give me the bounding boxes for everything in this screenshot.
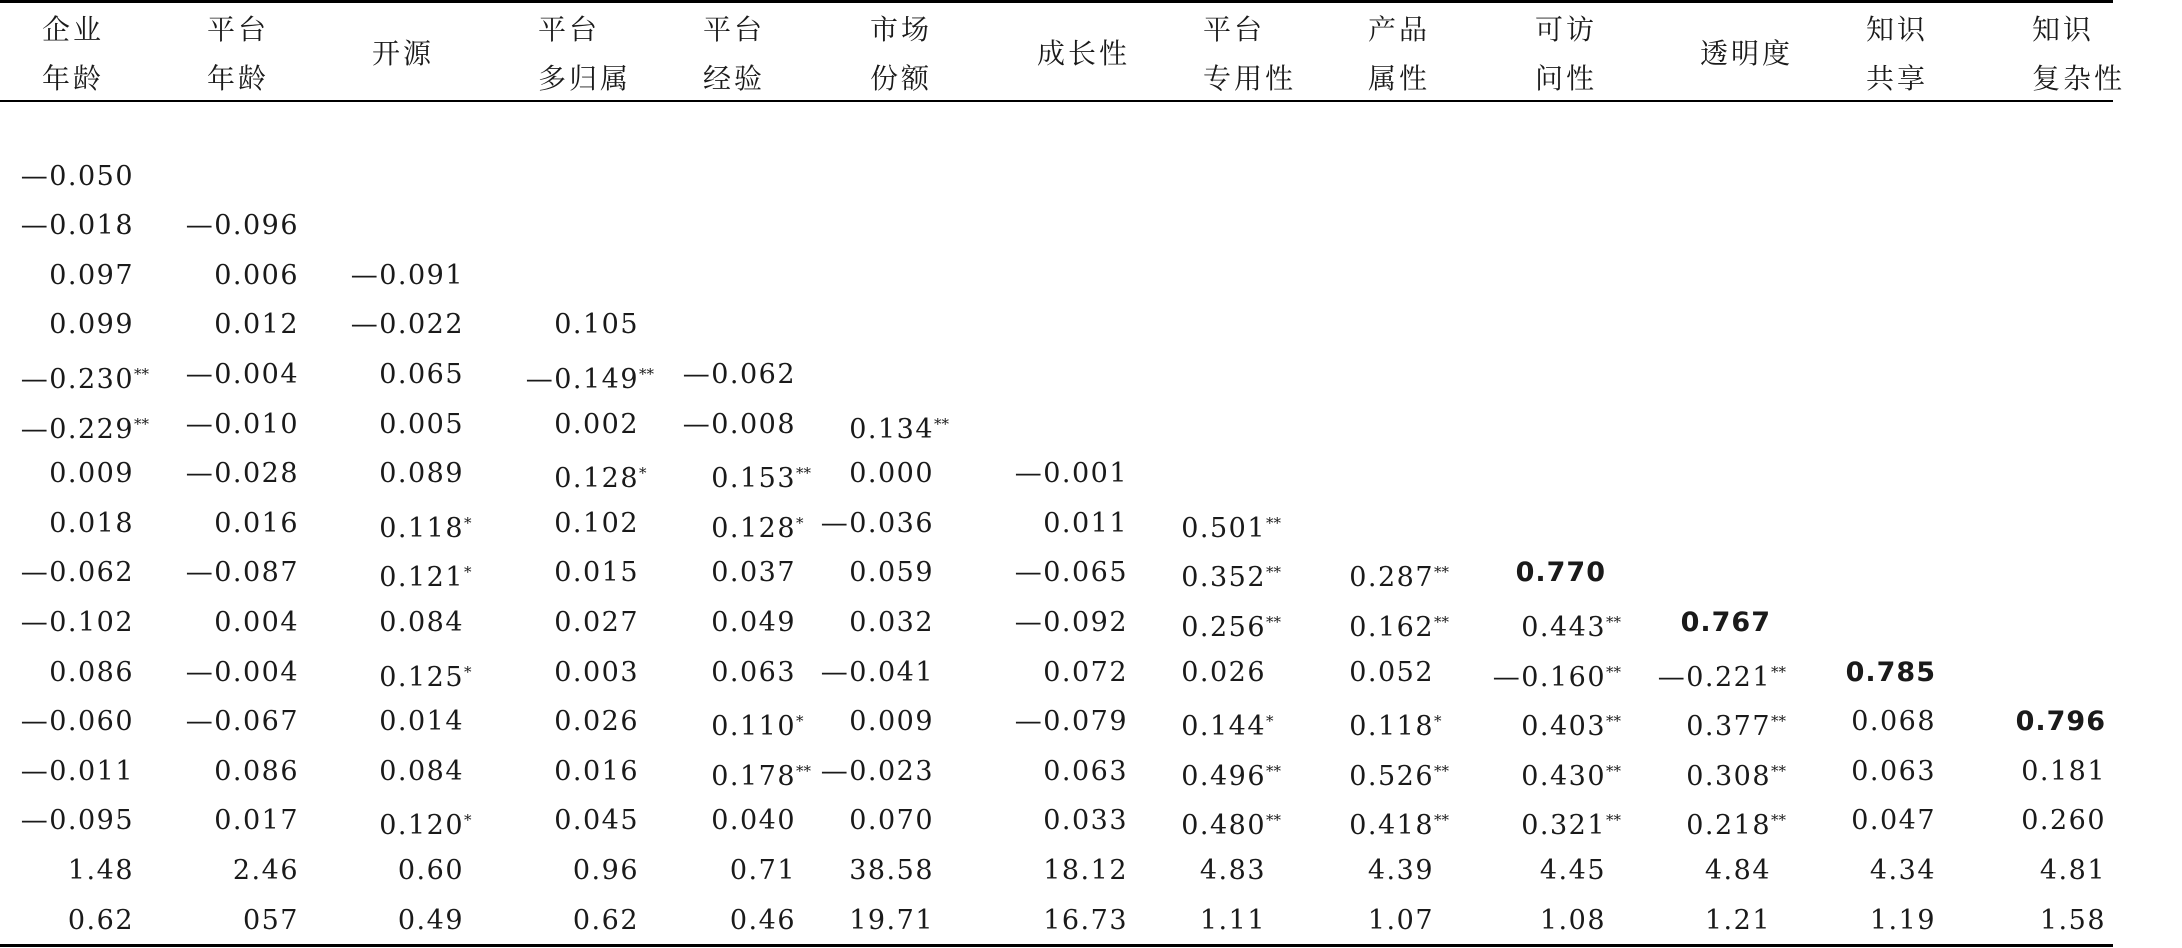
table-cell	[580, 350, 820, 400]
cell-value: 0.014	[379, 706, 464, 738]
column-header	[372, 0, 522, 100]
significance-marker: *	[464, 662, 472, 681]
cell-value: 1.48	[67, 855, 134, 886]
column-header	[1037, 0, 1187, 100]
table-cell	[83, 201, 323, 251]
significance-marker: **	[1266, 811, 1281, 830]
cell-value: —0.096	[185, 210, 299, 242]
column-header-line: 产品	[1368, 13, 1431, 46]
column-header-line: 平台	[538, 13, 601, 46]
cell-value: 1.11	[1199, 904, 1266, 936]
significance-marker: **	[1606, 811, 1621, 830]
cell-value: 0.526	[1349, 760, 1434, 792]
table-cell	[1390, 548, 1630, 598]
cell-value: 0.46	[729, 904, 796, 936]
cell-value: 0.002	[554, 408, 639, 440]
cell-value: 0.260	[2021, 805, 2106, 837]
cell-value: 0.118	[1349, 711, 1434, 743]
column-header-line: 知识	[2032, 13, 2095, 46]
cell-value: 0.256	[1181, 612, 1266, 643]
cell-value: 0.102	[554, 507, 639, 539]
cell-value: 0.009	[849, 706, 934, 738]
column-header	[1535, 0, 1685, 100]
cell-value: 0.418	[1349, 810, 1434, 842]
cell-value: 0.027	[554, 607, 639, 638]
cell-value: 2.46	[232, 855, 299, 886]
cell-value: —0.091	[350, 259, 464, 291]
column-header	[870, 0, 1020, 100]
significance-marker: **	[796, 761, 811, 780]
cell-value: 0.033	[1043, 805, 1128, 837]
cell-value: 0.052	[1349, 656, 1434, 688]
cell-value: 0.770	[1515, 557, 1606, 589]
cell-value: —0.011	[20, 755, 134, 787]
table-cell	[1720, 648, 1960, 698]
table-cell	[718, 400, 958, 450]
cell-value: —0.149	[525, 364, 639, 395]
significance-marker: **	[1266, 761, 1281, 780]
column-header-line: 平台	[207, 13, 270, 46]
cell-value: 0.086	[49, 656, 134, 688]
cell-value: —0.062	[20, 557, 134, 589]
cell-value: 0.480	[1181, 810, 1266, 842]
cell-value: 0.796	[2015, 706, 2106, 738]
cell-value: 0.063	[1851, 755, 1936, 787]
significance-marker: *	[1266, 712, 1274, 731]
cell-value: —0.018	[20, 210, 134, 242]
column-header	[207, 0, 357, 100]
cell-value: 0.089	[379, 458, 464, 490]
significance-marker: *	[464, 513, 472, 532]
table-row	[0, 251, 2113, 301]
column-header-line: 属性	[1368, 62, 1431, 95]
significance-marker: *	[639, 464, 647, 483]
cell-value: —0.041	[820, 656, 934, 688]
table-row	[0, 598, 2113, 648]
cell-value: 0.96	[572, 855, 639, 886]
cell-value: 0.015	[554, 557, 639, 589]
cell-value: 0.128	[711, 512, 796, 544]
cell-value: 0.047	[1851, 805, 1936, 837]
cell-value: 0.000	[849, 458, 934, 490]
cell-value: 0.496	[1181, 760, 1266, 792]
significance-marker: **	[1434, 811, 1449, 830]
cell-value: 0.026	[554, 706, 639, 738]
cell-value: 0.063	[711, 656, 796, 688]
cell-value: 0.71	[729, 855, 796, 886]
cell-value: —0.036	[820, 507, 934, 539]
cell-value: 0.097	[49, 259, 134, 291]
cell-value: 0.443	[1521, 612, 1606, 643]
cell-value: 0.086	[214, 755, 299, 787]
column-header	[1700, 0, 1850, 100]
significance-marker: **	[1434, 613, 1449, 631]
cell-value: —0.229	[20, 413, 134, 445]
table-body	[0, 102, 2113, 944]
cell-value: 0.059	[849, 557, 934, 589]
column-header-line: 份额	[870, 62, 933, 95]
cell-value: 0.767	[1680, 607, 1771, 638]
cell-value: 0.430	[1521, 760, 1606, 792]
table-cell	[0, 152, 158, 202]
cell-value: 0.121	[379, 562, 464, 594]
cell-value: —0.230	[20, 364, 134, 395]
cell-value: 1.58	[2039, 904, 2106, 936]
cell-value: 0.018	[49, 507, 134, 539]
cell-value: 0.105	[554, 309, 639, 341]
cell-value: —0.023	[820, 755, 934, 787]
table-row	[0, 400, 2113, 450]
significance-marker: **	[1266, 613, 1281, 631]
cell-value: 0.099	[49, 309, 134, 341]
column-header-line: 多归属	[538, 62, 632, 95]
cell-value: 0.005	[379, 408, 464, 440]
table-row	[0, 152, 2113, 202]
table-cell	[1890, 796, 2130, 846]
column-header	[703, 0, 853, 100]
cell-value: 0.153	[711, 463, 796, 495]
column-header-label: 开源	[372, 37, 435, 70]
cell-value: 4.39	[1367, 855, 1434, 886]
column-header-line: 经验	[703, 62, 766, 95]
cell-value: 0.072	[1043, 656, 1128, 688]
table-row	[0, 449, 2113, 499]
cell-value: 0.785	[1845, 656, 1936, 688]
column-header	[1866, 0, 2016, 100]
cell-value: 0.016	[554, 755, 639, 787]
cell-value: 0.084	[379, 607, 464, 638]
column-header-line: 平台	[1203, 13, 1266, 46]
cell-value: 0.178	[711, 760, 796, 792]
table-header	[0, 0, 2126, 100]
column-header-line: 知识	[1866, 13, 1929, 46]
significance-marker: **	[1771, 662, 1786, 681]
cell-value: 4.81	[2039, 855, 2106, 886]
cell-value: 4.45	[1539, 855, 1606, 886]
significance-marker: *	[796, 513, 804, 532]
column-header-line: 专用性	[1203, 62, 1297, 95]
cell-value: 0.125	[379, 661, 464, 693]
cell-value: 1.19	[1869, 904, 1936, 936]
significance-marker: **	[134, 365, 149, 383]
table-cell	[1890, 896, 2130, 946]
significance-marker: **	[1771, 811, 1786, 830]
significance-marker: **	[1434, 563, 1449, 582]
significance-marker: **	[1434, 761, 1449, 780]
cell-value: 1.21	[1704, 904, 1771, 936]
cell-value: —0.065	[1014, 557, 1128, 589]
cell-value: 0.003	[554, 656, 639, 688]
table-row	[0, 102, 2113, 152]
table-row	[0, 697, 2113, 747]
cell-value: 16.73	[1043, 904, 1128, 936]
cell-value: —0.221	[1657, 661, 1771, 693]
cell-value: 0.016	[214, 507, 299, 539]
cell-value: —0.004	[185, 656, 299, 688]
table-cell	[423, 300, 663, 350]
cell-value: —0.010	[185, 408, 299, 440]
cell-value: 0.120	[379, 810, 464, 842]
cell-value: 0.118	[379, 512, 464, 544]
table-cell	[1890, 747, 2130, 797]
cell-value: 0.037	[711, 557, 796, 589]
significance-marker: **	[1606, 761, 1621, 780]
cell-value: 4.84	[1704, 855, 1771, 886]
cell-value: 38.58	[849, 855, 934, 886]
cell-value: 0.049	[711, 607, 796, 638]
cell-value: —0.092	[1014, 607, 1128, 638]
significance-marker: *	[1434, 712, 1442, 731]
cell-value: 0.352	[1181, 562, 1266, 594]
significance-marker: **	[1771, 712, 1786, 731]
significance-marker: **	[1266, 513, 1281, 532]
cell-value: 0.144	[1181, 711, 1266, 743]
cell-value: 0.60	[397, 855, 464, 886]
cell-value: —0.004	[185, 359, 299, 390]
cell-value: —0.067	[185, 706, 299, 738]
column-header	[42, 0, 192, 100]
cell-value: 0.218	[1686, 810, 1771, 842]
column-header	[1203, 0, 1353, 100]
cell-value: 4.34	[1869, 855, 1936, 886]
column-header	[2032, 0, 2182, 100]
cell-value: 0.032	[849, 607, 934, 638]
cell-value: 19.71	[849, 904, 934, 936]
column-header-line: 可访	[1535, 13, 1598, 46]
table-row	[0, 350, 2113, 400]
table-row	[0, 548, 2113, 598]
significance-marker: **	[1606, 662, 1621, 681]
column-header-line: 市场	[870, 13, 933, 46]
column-header-line: 共享	[1866, 62, 1929, 95]
cell-value: 0.063	[1043, 755, 1128, 787]
cell-value: —0.095	[20, 805, 134, 837]
cell-value: 0.009	[49, 458, 134, 490]
cell-value: —0.079	[1014, 706, 1128, 738]
cell-value: 0.377	[1686, 711, 1771, 743]
significance-marker: **	[796, 464, 811, 483]
cell-value: 0.181	[2021, 755, 2106, 787]
column-header-line: 企业	[42, 13, 105, 46]
cell-value: —0.087	[185, 557, 299, 589]
cell-value: 0.287	[1349, 562, 1434, 594]
cell-value: 0.110	[711, 711, 796, 743]
column-header-line: 年龄	[207, 62, 270, 95]
cell-value: 0.49	[397, 904, 464, 936]
cell-value: 0.62	[572, 904, 639, 936]
column-header-line: 年龄	[42, 62, 105, 95]
cell-value: 0.403	[1521, 711, 1606, 743]
table-row	[0, 896, 2113, 946]
cell-value: 057	[242, 904, 299, 936]
cell-value: 0.128	[554, 463, 639, 495]
cell-value: —0.102	[20, 607, 134, 638]
cell-value: 0.084	[379, 755, 464, 787]
cell-value: 0.011	[1043, 507, 1128, 539]
table-row	[0, 499, 2113, 549]
cell-value: —0.060	[20, 706, 134, 738]
significance-marker: **	[1266, 563, 1281, 582]
cell-value: 1.08	[1539, 904, 1606, 936]
cell-value: 0.040	[711, 805, 796, 837]
cell-value: 0.501	[1181, 512, 1266, 544]
cell-value: —0.022	[350, 309, 464, 341]
table-row	[0, 846, 2113, 896]
significance-marker: **	[1606, 613, 1621, 631]
significance-marker: **	[639, 365, 654, 383]
cell-value: 0.017	[214, 805, 299, 837]
cell-value: 0.065	[379, 359, 464, 390]
significance-marker: **	[934, 414, 949, 433]
table-row	[0, 300, 2113, 350]
cell-value: —0.028	[185, 458, 299, 490]
column-header	[1368, 0, 1518, 100]
cell-value: 4.83	[1199, 855, 1266, 886]
table-bottom-rule	[0, 944, 2113, 947]
column-header-line: 问性	[1535, 62, 1598, 95]
significance-marker: *	[464, 563, 472, 582]
table-row	[0, 747, 2113, 797]
column-header-label: 成长性	[1037, 37, 1131, 70]
cell-value: —0.160	[1492, 661, 1606, 693]
column-header-line: 复杂性	[2032, 62, 2126, 95]
table-cell	[1050, 499, 1290, 549]
cell-value: 1.07	[1367, 904, 1434, 936]
table-cell	[1890, 697, 2130, 747]
column-header-label: 透明度	[1700, 37, 1794, 70]
cell-value: —0.008	[682, 408, 796, 440]
column-header	[538, 0, 688, 100]
table-cell	[1555, 598, 1795, 648]
cell-value: 0.006	[214, 259, 299, 291]
cell-value: 0.308	[1686, 760, 1771, 792]
cell-value: 0.004	[214, 607, 299, 638]
significance-marker: **	[134, 414, 149, 433]
significance-marker: **	[1606, 712, 1621, 731]
significance-marker: *	[464, 811, 472, 830]
cell-value: 0.026	[1181, 656, 1266, 688]
cell-value: 0.134	[849, 413, 934, 445]
cell-value: 0.012	[214, 309, 299, 341]
cell-value: 18.12	[1043, 855, 1128, 886]
column-header-line: 平台	[703, 13, 766, 46]
cell-value: 0.068	[1851, 706, 1936, 738]
table-cell	[912, 449, 1152, 499]
significance-marker: *	[796, 712, 804, 731]
cell-value: 0.62	[67, 904, 134, 936]
cell-value: 0.045	[554, 805, 639, 837]
table-row	[0, 796, 2113, 846]
cell-value: 0.162	[1349, 612, 1434, 643]
table-cell	[1890, 846, 2130, 896]
table-row	[0, 648, 2113, 698]
cell-value: —0.001	[1014, 458, 1128, 490]
cell-value: —0.062	[682, 359, 796, 390]
significance-marker: **	[1771, 761, 1786, 780]
cell-value: 0.321	[1521, 810, 1606, 842]
cell-value: 0.070	[849, 805, 934, 837]
table-cell	[248, 251, 488, 301]
table-row	[0, 201, 2113, 251]
cell-value: —0.050	[20, 160, 134, 192]
